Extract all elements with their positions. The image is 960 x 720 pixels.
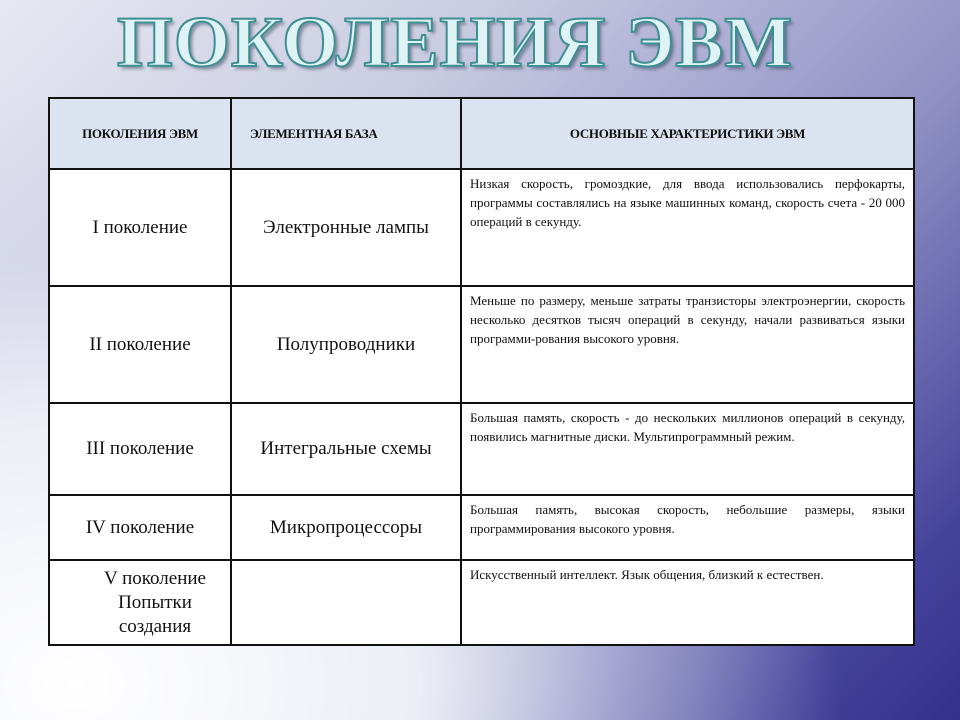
header-characteristics-label: ОСНОВНЫЕ ХАРАКТЕРИСТИКИ ЭВМ — [569, 125, 806, 141]
table-row — [49, 560, 914, 645]
row-5-base — [231, 560, 461, 645]
slide-title: ПОКОЛЕНИЯ ЭВМ — [116, 2, 794, 82]
row-4-base: Микропроцессоры — [231, 495, 461, 560]
row-4-generation: IV поколение — [49, 495, 231, 560]
table-row — [49, 403, 914, 495]
header-base-label: ЭЛЕМЕНТНАЯ БАЗА — [250, 125, 378, 141]
table-row — [49, 286, 914, 403]
row-5-generation — [49, 560, 231, 645]
row-3-characteristics: Большая память, скорость - до нескольких миллионов операций в секунду, появились магнитные диски. Мультипрограммный режим. — [461, 403, 914, 495]
header-characteristics — [461, 98, 914, 169]
row-1-characteristics: Низкая скорость, громоздкие, для ввода использовались перфокарты, программы составлялись на языке машинных команд, скорость счета - 20 000 операций в секунду. — [461, 169, 914, 286]
row-1-base: Электронные лампы — [231, 169, 461, 286]
row-5-characteristics: Искусственный интеллект. Язык общения, близкий к естествен. — [461, 560, 914, 645]
table-row — [49, 169, 914, 286]
table-row — [49, 495, 914, 560]
row-5-generation-label: V поколение — [104, 567, 206, 589]
row-3-base: Интегральные схемы — [231, 403, 461, 495]
row-2-generation: II поколение — [49, 286, 231, 403]
row-4-characteristics: Большая память, высокая скорость, небольшие размеры, языки программирования высокого уровня. — [461, 495, 914, 560]
header-generation-label: ПОКОЛЕНИЯ ЭВМ — [82, 125, 198, 141]
header-base — [231, 98, 461, 169]
header-generation — [49, 98, 231, 169]
table-header-row — [49, 98, 914, 169]
row-2-characteristics: Меньше по размеру, меньше затраты транзисторы электроэнергии, скорость несколько десятков тысяч операций в секунду, начали развиваться языки программи-рования высокого уровня. — [461, 286, 914, 403]
generations-table — [48, 97, 915, 646]
row-5-generation-note: Попытки создания — [118, 591, 192, 637]
row-3-generation: III поколение — [49, 403, 231, 495]
row-1-generation: I поколение — [49, 169, 231, 286]
row-2-base: Полупроводники — [231, 286, 461, 403]
